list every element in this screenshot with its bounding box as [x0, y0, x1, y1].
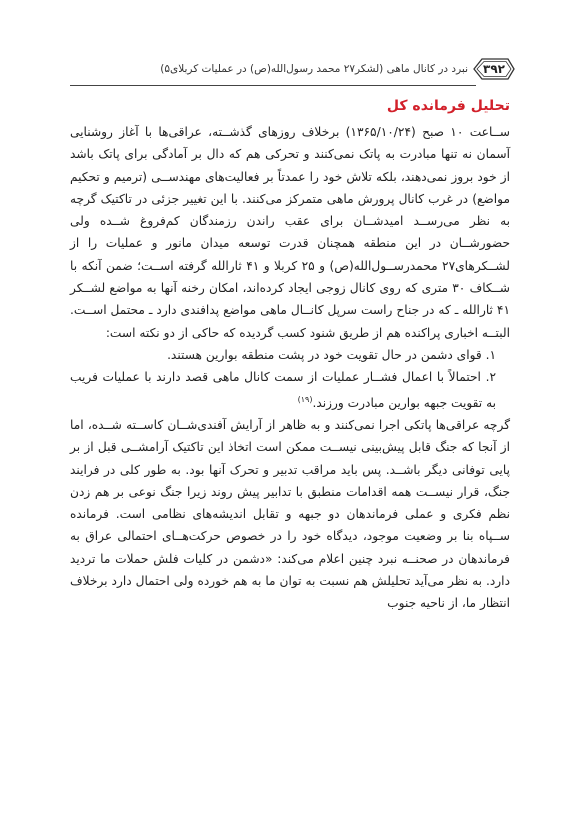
- header-divider: [70, 85, 476, 86]
- list-item: [70, 366, 510, 414]
- list-item: ۱. قوای دشمن در حال تقویت خود در پشت منطقه بوارین هستند.: [167, 347, 496, 362]
- body-paragraph-1: ســاعت ۱۰ صبح (۱۳۶۵/۱۰/۲۴) برخلاف روزهای گذشــته، عراقی‌ها با آغاز روشنایی آسمان نه تنها مبادرت به پاتک نمی‌کنند و تحرکی هم که دال بر آمادگی برای پاتک باشد از خود بروز نمی‌دهند، بلکه تلاش خود را عمدتاً بر فعالیت‌های مهندســی (ترمیم و تحکیم مواضع) در غرب کانال پرورش ماهی متمرکز می‌کنند. با این تغییر جزئی در تاکتیک گرچه به نظر می‌رســد امیدشــان برای عقب راندن رزمندگان کم‌فروغ شــده ولی حضورشــان در این منطقه همچنان قدرت توسعه میدان مانور و عملیات را از لشــکرهای۲۷ محمدرســول‌الله(ص) و ۲۵ کربلا و ۴۱ ثارالله گرفته اســت؛ ضمن آنکه با شــکاف ۳۰ متری که روی کانال زوجی ایجاد کرده‌اند، امکان رخنه آنها به مواضع لشــکر ۴۱ ثارالله ـ که در جناح راست سرپل کانــال ماهی مواضع پدافندی دارد ـ محتمل اســت. البتــه اخباری پراکنده هم از طریق شنود کسب گردیده که حاکی از دو نکته است:: [70, 125, 511, 340]
- page-header: [70, 52, 516, 86]
- body-paragraph-2: گرچه عراقی‌ها پاتکی اجرا نمی‌کنند و به ظاهر از آرایش آفندی‌شــان کاســته شــده، اما از آنجا که جنگ قابل پیش‌بینی نیســت ممکن است اتخاذ این تاکتیک آرامشــی قبل از بر پایی توفانی دیگر باشــد. پس باید مراقب تدبیر و تحرک آنها بود. به طور کلی در فرایند جنگ، قرار نیســت همه اقدامات منطبق با تدابیر پیش روند زیرا جنگ نوعی بر هم زدن نظم فکری و عملی فرماندهان دو جبهه و تقابل اندیشه‌های نظامی است. فرمانده ســپاه بنا بر وضعیت موجود، دیدگاه خود را در خصوص حرکت‌هــای احتمالی عراق به فرماندهان در صحنــه نبرد چنین اعلام می‌کند: «دشمن در کلیات فلش حملات ما تردید دارد. به نظر می‌آید تحلیلش هم نسبت به توان ما به هم خورده ولی احتمال دارد برخلاف انتظار ما، از ناحیه جنوب: [70, 417, 510, 611]
- numbered-list: [70, 344, 510, 414]
- page-body: [70, 96, 510, 615]
- page-number-badge: [472, 57, 516, 81]
- footnote-marker: (۱۹): [297, 394, 313, 404]
- page-number: ۳۹۲: [483, 62, 505, 76]
- list-item-text: ۲. احتمالاً با اعمال فشــار عملیات از سمت کانال ماهی قصد دارند با عملیات فریب به تقویت جبهه بوارین مبادرت ورزند.: [70, 370, 496, 410]
- running-title: نبرد در کانال ماهی (لشکر۲۷ محمد رسول‌الله(ص) در عملیات کربلای۵): [160, 63, 468, 75]
- section-heading: تحلیل فرمانده کل: [386, 98, 510, 114]
